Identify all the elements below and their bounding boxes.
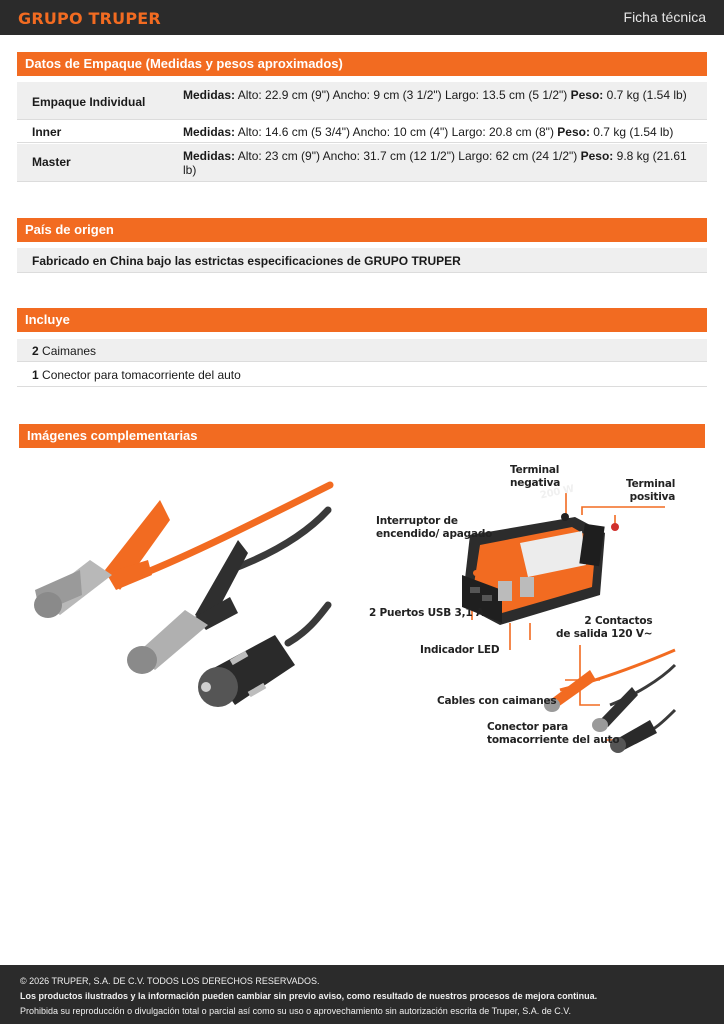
packaging-row-individual <box>17 82 707 120</box>
packaging-row-value <box>183 88 689 102</box>
images-section-title: Imágenes complementarias <box>19 424 705 448</box>
callout-connector: Conector para tomacorriente del auto <box>487 721 620 746</box>
document-type: Ficha técnica <box>623 9 706 25</box>
measures-label: Medidas: <box>183 125 236 139</box>
weight-label: Peso: <box>580 149 614 163</box>
car-plug <box>198 635 295 707</box>
copyright: © 2026 TRUPER, S.A. DE C.V. TODOS LOS DERECHOS RESERVADOS. <box>20 976 320 986</box>
weight-label: Peso: <box>570 88 604 102</box>
packaging-section-title: Datos de Empaque (Medidas y pesos aproximados) <box>17 52 707 76</box>
callout-negative-terminal: Terminal negativa <box>510 464 561 489</box>
item-quantity: 2 <box>32 344 39 358</box>
packaging-row-inner <box>17 121 707 143</box>
weight-value: 0.7 kg (1.54 lb) <box>589 125 674 139</box>
brand-logo: GRUPO TRUPER <box>18 9 161 28</box>
includes-item <box>17 363 707 387</box>
packaging-row-master <box>17 144 707 182</box>
origin-section-title: País de origen <box>17 218 707 242</box>
packaging-row-label: Master <box>32 155 71 169</box>
disclaimer: Los productos ilustrados y la información pueden cambiar sin previo aviso, como resultado de nuestros procesos de mejora continua. <box>20 991 598 1001</box>
measures-label: Medidas: <box>183 88 236 102</box>
measures-value: Alto: 22.9 cm (9") Ancho: 9 cm (3 1/2") Largo: 13.5 cm (5 1/2") <box>235 88 571 102</box>
inverter-diagram <box>360 455 700 755</box>
item-text: Caimanes <box>38 344 97 358</box>
legal-notice: Prohibida su reproducción o divulgación total o parcial así como su uso o aprovechamiento sin autorización escrita de Truper, S.A. de C.V. <box>20 1006 571 1016</box>
item-text: Conector para tomacorriente del auto <box>38 368 241 382</box>
packaging-row-value <box>183 149 689 177</box>
callout-outlets: 2 Contactos de salida 120 V~ <box>556 615 653 640</box>
black-clamp <box>127 540 248 674</box>
measures-label: Medidas: <box>183 149 236 163</box>
orange-clamp <box>34 500 170 618</box>
footer <box>0 965 724 1024</box>
callout-led: Indicador LED <box>420 644 500 656</box>
callout-usb-ports: 2 Puertos USB 3,1 A <box>369 607 484 619</box>
callout-positive-terminal: Terminal positiva <box>626 478 676 503</box>
weight-value: 9.8 kg (21.61 lb) <box>183 149 687 177</box>
top-bar <box>0 0 724 35</box>
measures-value: Alto: 23 cm (9") Ancho: 31.7 cm (12 1/2") Largo: 62 cm (24 1/2") <box>235 149 581 163</box>
weight-label: Peso: <box>557 125 590 139</box>
inverter-display: 200 W <box>539 483 576 502</box>
clamps-cable-image <box>20 465 340 725</box>
callout-switch: Interruptor de encendido/ apagado <box>376 515 493 540</box>
item-quantity: 1 <box>32 368 39 382</box>
measures-value: Alto: 14.6 cm (5 3/4") Ancho: 10 cm (4") Largo: 20.8 cm (8") <box>235 125 558 139</box>
callout-cables: Cables con caimanes <box>437 695 557 707</box>
includes-section-title: Incluye <box>17 308 707 332</box>
origin-row <box>17 248 707 273</box>
origin-text: Fabricado en China bajo las estrictas especificaciones de GRUPO TRUPER <box>32 254 461 268</box>
includes-item <box>17 339 707 362</box>
packaging-row-value <box>183 125 689 139</box>
weight-value: 0.7 kg (1.54 lb) <box>603 88 687 102</box>
packaging-row-label: Inner <box>32 125 62 139</box>
packaging-row-label: Empaque Individual <box>32 95 146 109</box>
